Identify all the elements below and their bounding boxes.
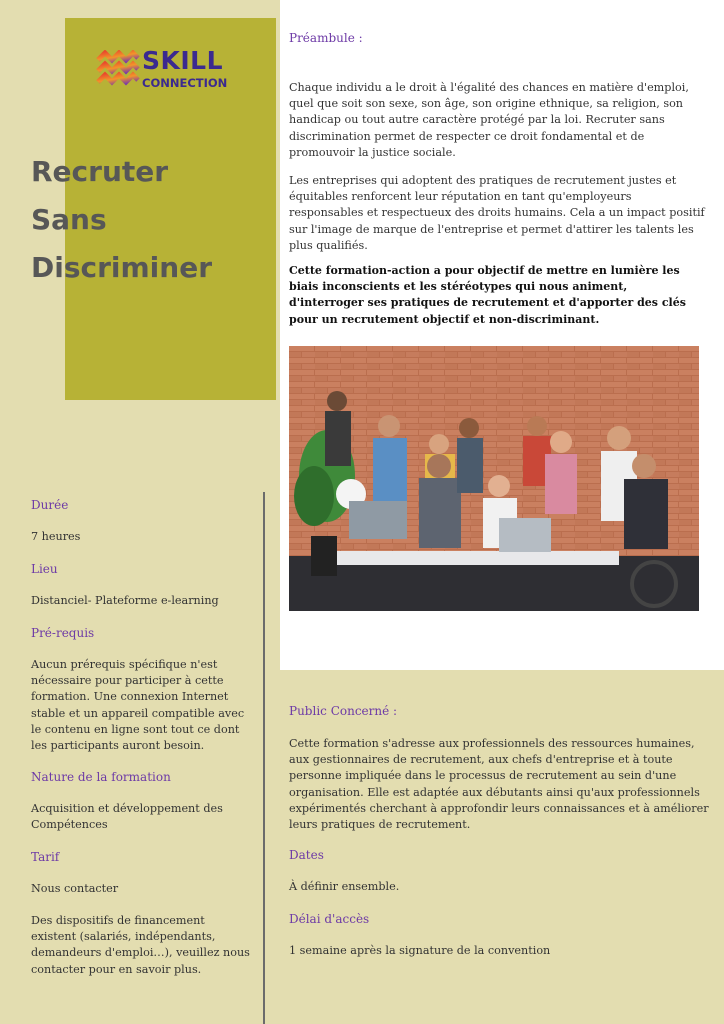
public-label: Public Concerné :: [289, 704, 398, 718]
title-line-2: Sans: [31, 203, 107, 236]
logo-word: SKILL: [142, 46, 224, 75]
title-line-1: Recruter: [31, 155, 169, 188]
nature-label: Nature de la formation: [31, 770, 171, 784]
dates-label: Dates: [289, 848, 324, 862]
lieu-value: Distanciel- Plateforme e-learning: [31, 594, 219, 607]
public-text: Cette formation s'adresse aux professionnels des ressources humaines, aux gestionnaires de recrutement, aux chefs d'entreprise et à toute personne impliquée dans le processus de recrutement au sein d'une organisation. Elle est adaptée aux débutants ainsi qu'aux professionnels expérimentés cherchant à approfondir leurs connaissances et à améliorer leurs pratiques de recrutement.: [289, 737, 709, 832]
logo-subword: CONNECTION: [142, 76, 228, 90]
preambule-label: Préambule :: [289, 31, 363, 45]
lieu-label: Lieu: [31, 562, 58, 576]
duree-label: Durée: [31, 498, 69, 512]
tarif-value: Nous contacter: [31, 882, 119, 895]
sidebar-divider: [263, 492, 265, 1024]
prerequis-label: Pré-requis: [31, 626, 95, 640]
nature-value: Acquisition et développement des Compétences: [31, 802, 223, 832]
preambule-objective: Cette formation-action a pour objectif de mettre en lumière les biais inconscients et les stéréotypes qui nous animent, d'interroger ses pratiques de recrutement et d'apporter des clés pour un recrutement objectif et non-discriminant.: [289, 264, 686, 326]
delai-value: 1 semaine après la signature de la convention: [289, 944, 551, 957]
duree-value: 7 heures: [31, 530, 81, 543]
preambule-paragraph-1: Chaque individu a le droit à l'égalité des chances en matière d'emploi, quel que soit son sexe, son âge, son origine ethnique, sa religion, son handicap ou tout autre caractère protégé par la loi. Recruter sans discrimination permet de respecter ce droit fondamental et de promouvoir la justice sociale.: [289, 81, 689, 159]
page-title: [31, 148, 212, 292]
logo-chevron-icon: [96, 50, 140, 94]
title-line-3: Discriminer: [31, 251, 213, 284]
delai-label: Délai d'accès: [289, 912, 370, 926]
dates-value: À définir ensemble.: [289, 880, 400, 893]
financement-note: Des dispositifs de financement existent (salariés, indépendants, demandeurs d'emploi…), veuillez nous contacter pour en savoir plus.: [31, 914, 250, 976]
prerequis-value: Aucun prérequis spécifique n'est nécessaire pour participer à cette formation. Une connexion Internet stable et un appareil compatible avec le contenu en ligne sont tout ce dont les participants auront besoin.: [31, 658, 245, 753]
tarif-label: Tarif: [31, 850, 60, 864]
team-celebration-photo: [289, 346, 699, 611]
preambule-paragraph-2: Les entreprises qui adoptent des pratiques de recrutement justes et équitables renforcent leur réputation en tant qu'employeurs responsables et respectueux des droits humains. Cela a un impact positif sur l'image de marque de l'entreprise et permet d'attirer les talents les plus qualifiés.: [289, 174, 705, 252]
skill-connection-logo: [96, 46, 246, 94]
